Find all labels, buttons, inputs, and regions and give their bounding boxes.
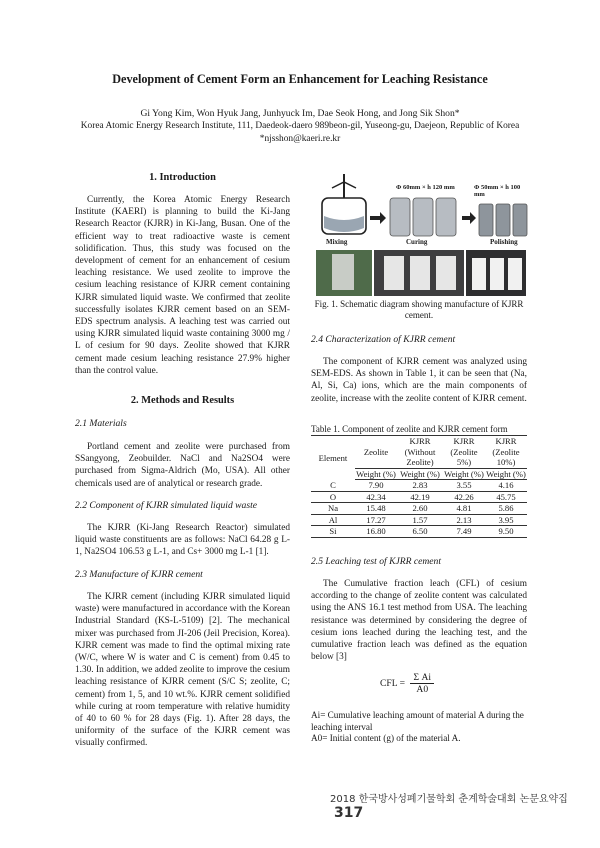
section-2-5-text: The Cumulative fraction leach (CFL) of cesium according to the change of zeolite content was calculated using the ANS 16.1 test method from USA. The leaching resistance was determined by considering the degree of cesium ions leached during the leaching test, and the cumulative fraction leach was defined as the equation below [3] <box>311 579 527 663</box>
table-unit: Weight (%) <box>356 468 396 479</box>
table-unit: Weight (%) <box>397 468 443 480</box>
table-header-kjrr-without: KJRR (Without Zeolite) <box>397 436 443 469</box>
section-2-4-text: The component of KJRR cement was analyzed using SEM-EDS. As shown in Table 1, it can be seen that (Na, Al, Si, Ca) ions, which are the main components of zeolite, increase with the zeolite content of KJRR cement. <box>311 357 527 404</box>
table-row <box>311 480 527 492</box>
equation-definition-ai: Ai= Cumulative leaching amount of material A during the leaching interval <box>311 710 524 732</box>
intro-text: Currently, the Korea Atomic Energy Research Institute (KAERI) is planning to build the Ki-Jang Research Reactor (KJRR) in Ki-Jang, Busan. One of the efficient way to treat radioactive waste is cement solidification. Thus, this study was focused on the development of cement for an enhancement of cesium leaching resistance. We used zeolite to improve the cesium leaching resistance of KJRR cement containing KJRR simulated liquid waste. We confirmed that zeolite successfully isolates KJRR cement based on an SEM-EDS spectrum analysis. A leaching test was carried out using KJRR simulated liquid waste containing 3000 mg / L of cesium for 90 days. Zeolite showed that KJRR cement made cesium leaching resistance 27.9% higher than the control value. <box>75 195 290 376</box>
table-row <box>311 514 527 526</box>
table-cell: 45.75 <box>485 491 527 503</box>
table-cell: O <box>311 491 355 503</box>
table-unit: Weight (%) <box>486 468 526 479</box>
section-2-3-heading: 2.3 Manufacture of KJRR cement <box>75 569 203 580</box>
section-2-5-heading: 2.5 Leaching test of KJRR cement <box>311 556 442 567</box>
figure-1-caption: Fig. 1. Schematic diagram showing manufacture of KJRR cement. <box>314 299 524 320</box>
table-row <box>311 491 527 503</box>
table-cell: Na <box>311 503 355 515</box>
figure-label-curing: Curing <box>406 238 428 246</box>
table-cell: 16.80 <box>355 526 397 538</box>
table-cell: 7.49 <box>443 526 485 538</box>
table-cell: 7.90 <box>355 480 397 492</box>
table-cell: 3.55 <box>443 480 485 492</box>
table-row <box>311 526 527 538</box>
affiliation: Korea Atomic Energy Research Institute, 111, Daedeok-daero 989beon-gil, Yuseong-gu, Daejeon, Republic of Korea <box>80 121 520 131</box>
author-list: Gi Yong Kim, Won Hyuk Jang, Junhyuck Im, Dae Seok Hong, and Jong Sik Shon* <box>140 108 460 119</box>
paper-title: Development of Cement Form an Enhancement for Leaching Resistance <box>112 72 488 86</box>
table-cell: 2.83 <box>397 480 443 492</box>
equation-denominator: A0 <box>416 684 429 695</box>
table-header-kjrr-5: KJRR (Zeolite 5%) <box>443 436 485 469</box>
equation-lhs: CFL = <box>380 678 406 689</box>
table-header-element: Element <box>311 436 355 480</box>
equation-numerator: Σ Ai <box>410 672 434 684</box>
table-cell: 4.81 <box>443 503 485 515</box>
table-1 <box>311 435 527 538</box>
table-cell: Al <box>311 514 355 526</box>
table-cell: 17.27 <box>355 514 397 526</box>
section-2-1-text: Portland cement and zeolite were purchased from SSangyong, Zeobuilder. NaCl and Na2SO4 were purchased from Sigma-Aldrich (Mo, USA). All other chemicals used are of analytical or research grade. <box>75 442 290 489</box>
table-unit: Weight (%) <box>444 468 484 479</box>
page-number: 317 <box>334 805 364 821</box>
section-2-2-heading: 2.2 Component of KJRR simulated liquid waste <box>75 500 258 511</box>
table-cell: 3.95 <box>485 514 527 526</box>
table-header-zeolite: Zeolite <box>355 436 397 469</box>
equation-definition-a0: A0= Initial content (g) of the material A. <box>311 733 461 743</box>
figure-1 <box>314 172 528 298</box>
table-cell: 2.60 <box>397 503 443 515</box>
page-footer <box>330 790 600 821</box>
figure-label-60mm: Φ 60mm × h 120 mm <box>396 184 455 191</box>
cfl-equation <box>380 672 434 695</box>
methods-heading: 2. Methods and Results <box>130 395 235 406</box>
table-header-kjrr-10: KJRR (Zeolite 10%) <box>485 436 527 469</box>
table-cell: 2.13 <box>443 514 485 526</box>
section-2-3-text: The KJRR cement (including KJRR simulated liquid waste) were manufactured in accordance with the Korean Industrial Standard (KS-L-5109) [2]. The mechanical mixer was purchased from JI-206 (Jeil Precision, Korea). KJRR cement was made to find the optimal mixing rate (W/C, where W is water and C is cement) from 0.45 to 1.30. In addition, we added zeolite to improve the cesium leaching resistance of KJRR cement (S/C S; zeolite, C; cement) from 1, 5, and 10 wt.%. KJRR cement solidified while curing at room temperature with relative humidity of 40 to 60 % for 28 days (Fig. 1). After 28 days, the uniformity of the surface of the KJRR cement was visually confirmed. <box>75 592 290 749</box>
table-1-caption: Table 1. Component of zeolite and KJRR cement form <box>311 424 508 434</box>
footer-text: 2018 한국방사성폐기물학회 춘계학술대회 논문요약집 <box>330 794 568 805</box>
table-cell: 42.26 <box>443 491 485 503</box>
contact-email[interactable]: *njsshon@kaeri.re.kr <box>259 134 341 144</box>
table-cell: 1.57 <box>397 514 443 526</box>
section-2-2-text: The KJRR (Ki-Jang Research Reactor) simulated liquid waste constituents are as follows: NaCl 64.28 g L-1, Na2SO4 106.53 g L-1, and Cs+ 3000 mg L-1 [1]. <box>75 523 290 558</box>
table-cell: 42.34 <box>355 491 397 503</box>
section-2-1-heading: 2.1 Materials <box>75 418 127 429</box>
table-cell: 15.48 <box>355 503 397 515</box>
table-cell: Si <box>311 526 355 538</box>
section-2-4-heading: 2.4 Characterization of KJRR cement <box>311 334 456 345</box>
table-cell: 9.50 <box>485 526 527 538</box>
figure-label-50mm: Φ 50mm × h 100 mm <box>474 184 521 198</box>
figure-label-polishing: Polishing <box>490 238 518 246</box>
table-cell: 42.19 <box>397 491 443 503</box>
table-cell: 4.16 <box>485 480 527 492</box>
table-row <box>311 503 527 515</box>
component-table <box>311 435 527 538</box>
table-cell: 5.86 <box>485 503 527 515</box>
table-cell: C <box>311 480 355 492</box>
table-cell: 6.50 <box>397 526 443 538</box>
figure-label-mixing: Mixing <box>326 238 348 246</box>
intro-heading: 1. Introduction <box>149 172 216 183</box>
